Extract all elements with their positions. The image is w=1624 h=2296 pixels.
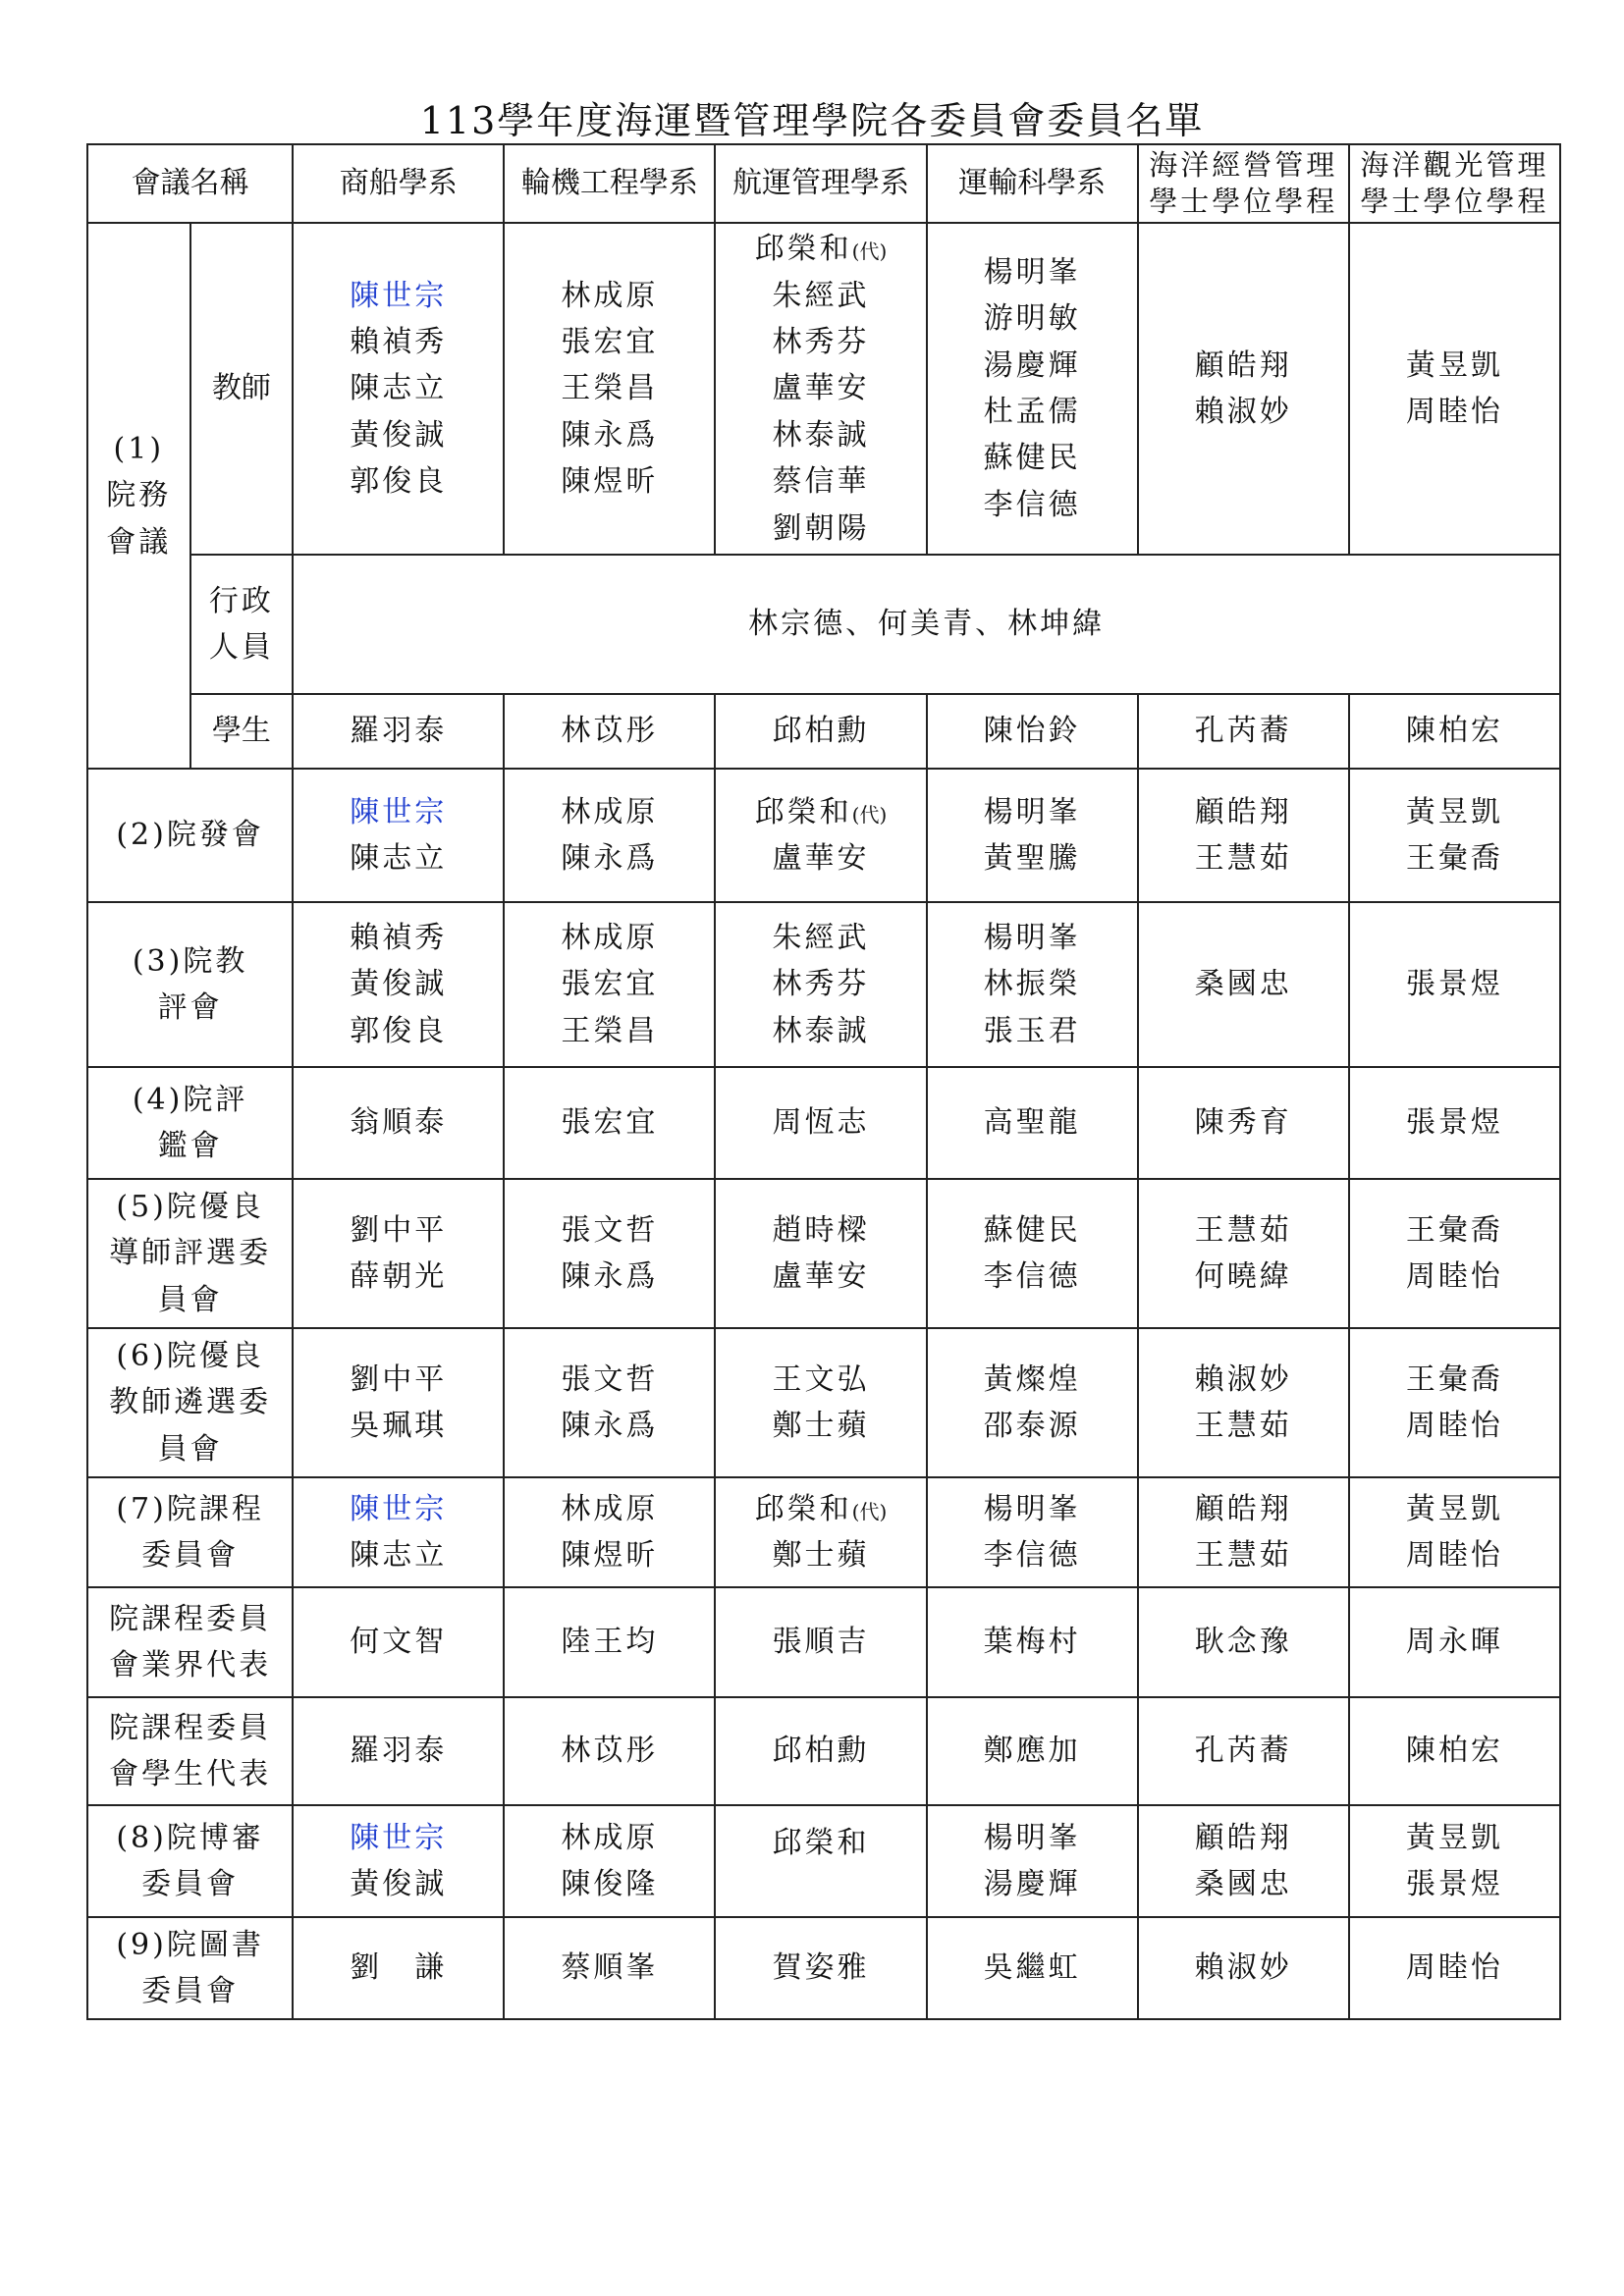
cell-marine-tourism-program	[1349, 1805, 1560, 1917]
member-name: 黃俊誠	[350, 967, 448, 1002]
member-name: 林成原	[561, 920, 659, 955]
cell-marine-tourism-program	[1349, 223, 1560, 555]
header-line: 學士學位學程	[1149, 185, 1338, 219]
cell-shipping-management	[715, 902, 926, 1067]
member-name: 葉梅村	[983, 1625, 1081, 1660]
member-name: 張宏宜	[561, 967, 659, 1002]
member-name: 黃聖騰	[983, 840, 1081, 876]
document-title: 113學年度海運暨管理學院各委員會委員名單	[419, 99, 1205, 142]
member-name: 楊明峯	[983, 794, 1081, 829]
member-name: 劉 謙	[350, 1950, 448, 1986]
cell-transportation-science	[927, 223, 1138, 555]
member-name: 孔芮蕎	[1194, 714, 1292, 749]
label-line: (2)院發會	[116, 818, 264, 853]
cell-merchant-marine	[293, 1587, 504, 1697]
member-name: 周睦怡	[1405, 1537, 1503, 1573]
member-name: 林秀芬	[772, 967, 870, 1002]
cell-transportation-science	[927, 1805, 1138, 1917]
member-name: 陳世宗	[350, 278, 448, 313]
council-admin-members: 林宗德、何美青、林坤緯	[293, 555, 1560, 694]
member-name: 黃昱凱	[1405, 1820, 1503, 1855]
member-name: 張順吉	[772, 1625, 870, 1660]
cell-marine-tourism-program	[1349, 1917, 1560, 2019]
member-name: 賴淑妙	[1194, 1950, 1292, 1986]
acting-tag: (代)	[851, 240, 888, 264]
member-name: 翁順泰	[350, 1105, 448, 1141]
member-name: 鄭士蘋	[772, 1537, 870, 1573]
member-name: 王彙喬	[1405, 1212, 1503, 1248]
label-line: (5)院優良	[116, 1189, 264, 1224]
member-name: 盧華安	[772, 840, 870, 876]
member-name: 薛朝光	[350, 1258, 448, 1294]
member-name: 楊明峯	[983, 920, 1081, 955]
member-name: 張文哲	[561, 1362, 659, 1397]
member-name: 顧皓翔	[1194, 347, 1292, 383]
council-label	[87, 223, 190, 769]
cell-shipping-management	[715, 1328, 926, 1477]
member-name: 羅羽泰	[350, 1734, 448, 1769]
curriculum-industry-label	[87, 1587, 293, 1697]
teacher-selection-row	[87, 1328, 1560, 1477]
cell-marine-management-program	[1138, 1697, 1349, 1805]
member-name: 顧皓翔	[1194, 1820, 1292, 1855]
header-marine-tourism-program	[1349, 144, 1560, 223]
cell-merchant-marine	[293, 1917, 504, 2019]
cell-marine-engineering	[504, 1067, 715, 1179]
cell-shipping-management	[715, 1697, 926, 1805]
member-name: 王慧茹	[1194, 1537, 1292, 1573]
member-name: 鄭士蘋	[772, 1408, 870, 1443]
member-name: 黃昱凱	[1405, 1491, 1503, 1526]
label-line: (1)	[113, 432, 165, 466]
cell-merchant-marine	[293, 769, 504, 902]
header-line: 學士學位學程	[1360, 185, 1549, 219]
member-name: 陳世宗	[350, 794, 448, 829]
member-name: 林苡彤	[561, 1734, 659, 1769]
member-name: 劉中平	[350, 1362, 448, 1397]
member-name: 盧華安	[772, 371, 870, 406]
label-line: 委員會	[141, 1866, 240, 1901]
cell-marine-management-program	[1138, 1917, 1349, 2019]
header-marine-engineering: 輪機工程學系	[504, 144, 715, 223]
member-name: 張宏宜	[561, 325, 659, 359]
member-name: 陳煜昕	[561, 1537, 659, 1573]
cell-marine-management-program	[1138, 223, 1349, 555]
member-name: 陳世宗	[350, 1820, 448, 1855]
member-name: 陳柏宏	[1405, 1734, 1503, 1769]
cell-transportation-science	[927, 1328, 1138, 1477]
member-name: 王慧茹	[1194, 840, 1292, 876]
mentor-selection-label	[87, 1179, 293, 1328]
label-line: 會業界代表	[109, 1647, 272, 1682]
label-line: 鑑會	[157, 1128, 223, 1163]
header-marine-management-program	[1138, 144, 1349, 223]
cell-merchant-marine	[293, 1328, 504, 1477]
member-name: 王文弘	[772, 1362, 870, 1397]
member-name: 郭俊良	[350, 464, 448, 500]
label-line: 導師評選委	[109, 1236, 272, 1271]
member-name: 邱榮和	[754, 1491, 852, 1526]
cell-shipping-management	[715, 1805, 926, 1917]
faculty-review-label	[87, 902, 293, 1067]
member-name: 賴禎秀	[350, 325, 448, 359]
member-name: 王慧茹	[1194, 1212, 1292, 1248]
member-name: 蔡信華	[772, 464, 870, 500]
member-name: 林泰誠	[772, 1013, 870, 1048]
member-name: 羅羽泰	[350, 714, 448, 749]
label-line: 委員會	[141, 1537, 240, 1573]
cell-marine-tourism-program	[1349, 902, 1560, 1067]
council-students-label: 學生	[190, 694, 294, 769]
doctoral-label	[87, 1805, 293, 1917]
cell-marine-tourism-program	[1349, 1697, 1560, 1805]
member-name: 賴淑妙	[1194, 1362, 1292, 1397]
member-name: 周睦怡	[1405, 1950, 1503, 1986]
label-line: (6)院優良	[116, 1338, 264, 1373]
cell-marine-tourism-program	[1349, 1067, 1560, 1179]
member-name-acting	[720, 789, 921, 835]
member-name: 周恆志	[772, 1105, 870, 1141]
cell-marine-engineering	[504, 769, 715, 902]
cell-transportation-science	[927, 1179, 1138, 1328]
member-name: 林成原	[561, 1491, 659, 1526]
curriculum-label	[87, 1477, 293, 1587]
cell-marine-tourism-program	[1349, 1587, 1560, 1697]
cell-marine-tourism-program	[1349, 694, 1560, 769]
member-name: 邱榮和	[754, 794, 852, 829]
member-name: 王彙喬	[1405, 1362, 1503, 1397]
cell-marine-engineering	[504, 1805, 715, 1917]
member-name: 張景煜	[1405, 967, 1503, 1002]
member-name: 陳永爲	[561, 417, 659, 453]
cell-shipping-management	[715, 769, 926, 902]
cell-marine-engineering	[504, 1477, 715, 1587]
development-row	[87, 769, 1560, 902]
evaluation-row	[87, 1067, 1560, 1179]
member-name: 周睦怡	[1405, 1408, 1503, 1443]
member-name: 陳永爲	[561, 1408, 659, 1443]
cell-shipping-management	[715, 223, 926, 555]
member-name: 林秀芬	[772, 325, 870, 359]
cell-marine-tourism-program	[1349, 1328, 1560, 1477]
member-name: 張宏宜	[561, 1105, 659, 1141]
member-name: 周睦怡	[1405, 1258, 1503, 1294]
header-line: 海洋經營管理	[1149, 148, 1338, 182]
member-name: 王榮昌	[561, 371, 659, 406]
header-shipping-management: 航運管理學系	[715, 144, 926, 223]
council-admin-label	[190, 555, 294, 694]
member-name: 蘇健民	[983, 441, 1081, 476]
cell-marine-tourism-program	[1349, 1179, 1560, 1328]
cell-marine-engineering	[504, 1917, 715, 2019]
member-name: 林成原	[561, 1820, 659, 1855]
member-name: 邱榮和	[772, 1825, 870, 1860]
cell-shipping-management	[715, 1587, 926, 1697]
cell-merchant-marine	[293, 1805, 504, 1917]
curriculum-industry-row	[87, 1587, 1560, 1697]
member-name: 邵泰源	[983, 1408, 1081, 1443]
mentor-selection-row	[87, 1179, 1560, 1328]
development-label	[87, 769, 293, 902]
member-name: 林成原	[561, 794, 659, 829]
member-name: 林振榮	[983, 967, 1081, 1002]
member-name: 劉朝陽	[772, 510, 870, 546]
cell-marine-management-program	[1138, 1067, 1349, 1179]
member-name: 王彙喬	[1405, 840, 1503, 876]
label-line: (7)院課程	[116, 1491, 264, 1526]
cell-marine-management-program	[1138, 1587, 1349, 1697]
member-name: 黃燦煌	[983, 1362, 1081, 1397]
library-row	[87, 1917, 1560, 2019]
member-name: 王慧茹	[1194, 1408, 1292, 1443]
cell-marine-management-program	[1138, 694, 1349, 769]
curriculum-student-label	[87, 1697, 293, 1805]
evaluation-label	[87, 1067, 293, 1179]
curriculum-student-row	[87, 1697, 1560, 1805]
member-name: 陳怡鈴	[983, 714, 1081, 749]
library-label	[87, 1917, 293, 2019]
cell-marine-management-program	[1138, 1477, 1349, 1587]
cell-transportation-science	[927, 1477, 1138, 1587]
label-line: 院課程委員	[109, 1710, 272, 1745]
member-name: 陳志立	[350, 840, 448, 876]
member-name: 朱經武	[772, 278, 870, 313]
member-name: 郭俊良	[350, 1013, 448, 1048]
member-name: 何曉緯	[1194, 1258, 1292, 1294]
label-line: (3)院教	[132, 943, 248, 979]
cell-merchant-marine	[293, 694, 504, 769]
label-line: 人員	[208, 629, 274, 665]
cell-merchant-marine	[293, 1697, 504, 1805]
member-name: 吳珮琪	[350, 1408, 448, 1443]
member-name: 賴淑妙	[1194, 395, 1292, 430]
member-name: 黃昱凱	[1405, 347, 1503, 383]
member-name: 吳繼虹	[983, 1950, 1081, 1986]
label-line: 員會	[157, 1431, 223, 1467]
label-line: 評會	[157, 989, 223, 1025]
member-name: 桑國忠	[1194, 1866, 1292, 1901]
cell-merchant-marine	[293, 223, 504, 555]
cell-marine-engineering	[504, 1179, 715, 1328]
member-name: 朱經武	[772, 920, 870, 955]
cell-marine-management-program	[1138, 769, 1349, 902]
member-name: 賴禎秀	[350, 920, 448, 955]
cell-marine-management-program	[1138, 1328, 1349, 1477]
member-name: 耿念豫	[1194, 1625, 1292, 1660]
member-name: 邱柏勳	[772, 1734, 870, 1769]
cell-merchant-marine	[293, 1179, 504, 1328]
member-name: 陳志立	[350, 1537, 448, 1573]
acting-tag: (代)	[851, 802, 888, 827]
cell-marine-management-program	[1138, 1179, 1349, 1328]
member-name: 杜孟儒	[983, 395, 1081, 430]
cell-transportation-science	[927, 769, 1138, 902]
member-name: 蘇健民	[983, 1212, 1081, 1248]
member-name: 游明敏	[983, 301, 1081, 337]
cell-transportation-science	[927, 1587, 1138, 1697]
cell-merchant-marine	[293, 1067, 504, 1179]
member-name: 鄭應加	[983, 1734, 1081, 1769]
member-name: 張景煜	[1405, 1866, 1503, 1901]
member-name: 楊明峯	[983, 1820, 1081, 1855]
label-line: 員會	[157, 1282, 223, 1317]
label-line: 教師遴選委	[109, 1385, 272, 1420]
member-name: 顧皓翔	[1194, 794, 1292, 829]
cell-shipping-management	[715, 1179, 926, 1328]
member-name: 高聖龍	[983, 1105, 1081, 1141]
header-meeting-name: 會議名稱	[87, 144, 293, 223]
cell-marine-engineering	[504, 223, 715, 555]
member-name: 楊明峯	[983, 1491, 1081, 1526]
member-name: 陳煜昕	[561, 464, 659, 500]
member-name: 陳柏宏	[1405, 714, 1503, 749]
cell-transportation-science	[927, 1697, 1138, 1805]
member-name: 陳俊隆	[561, 1866, 659, 1901]
member-name: 湯慶輝	[983, 1866, 1081, 1901]
cell-transportation-science	[927, 902, 1138, 1067]
member-name: 陳世宗	[350, 1491, 448, 1526]
member-name: 賀姿雅	[772, 1950, 870, 1986]
label-line: 會學生代表	[109, 1756, 272, 1791]
cell-marine-management-program	[1138, 1805, 1349, 1917]
member-name: 林成原	[561, 278, 659, 313]
label-line: (8)院博審	[116, 1820, 264, 1855]
curriculum-row	[87, 1477, 1560, 1587]
member-name: 黃俊誠	[350, 417, 448, 453]
member-name: 李信德	[983, 1537, 1081, 1573]
member-name: 黃俊誠	[350, 1866, 448, 1901]
member-name: 黃昱凱	[1405, 794, 1503, 829]
member-name: 陳志立	[350, 371, 448, 406]
cell-shipping-management	[715, 1917, 926, 2019]
cell-marine-engineering	[504, 1697, 715, 1805]
acting-tag: (代)	[851, 1499, 888, 1523]
cell-merchant-marine	[293, 902, 504, 1067]
cell-marine-engineering	[504, 1587, 715, 1697]
label-line: 院務	[106, 478, 172, 513]
header-row	[87, 144, 1560, 223]
cell-marine-tourism-program	[1349, 769, 1560, 902]
council-faculty-label: 教師	[190, 223, 294, 555]
cell-marine-engineering	[504, 902, 715, 1067]
member-name: 孔芮蕎	[1194, 1734, 1292, 1769]
cell-shipping-management	[715, 694, 926, 769]
member-name: 周永暉	[1405, 1625, 1503, 1660]
member-name: 湯慶輝	[983, 347, 1081, 383]
member-name: 林泰誠	[772, 417, 870, 453]
cell-transportation-science	[927, 694, 1138, 769]
member-name: 王榮昌	[561, 1013, 659, 1048]
member-name: 李信德	[983, 1258, 1081, 1294]
member-name: 陳永爲	[561, 1258, 659, 1294]
cell-marine-management-program	[1138, 902, 1349, 1067]
member-name: 盧華安	[772, 1258, 870, 1294]
member-name-acting	[720, 1486, 921, 1532]
cell-shipping-management	[715, 1477, 926, 1587]
label-line: (9)院圖書	[116, 1927, 264, 1962]
member-name: 何文智	[350, 1625, 448, 1660]
member-name: 趙時樑	[772, 1212, 870, 1248]
label-line: 會議	[106, 524, 172, 560]
cell-transportation-science	[927, 1067, 1138, 1179]
cell-shipping-management	[715, 1067, 926, 1179]
council-faculty-row	[87, 223, 1560, 555]
council-admin-row	[87, 555, 1560, 694]
member-name: 邱榮和	[754, 232, 852, 267]
member-name: 陸王均	[561, 1625, 659, 1660]
header-merchant-marine: 商船學系	[293, 144, 504, 223]
label-line: 院課程委員	[109, 1601, 272, 1636]
cell-marine-engineering	[504, 694, 715, 769]
member-name: 楊明峯	[983, 254, 1081, 290]
committee-roster-table	[86, 143, 1561, 2020]
member-name: 周睦怡	[1405, 395, 1503, 430]
member-name: 張景煜	[1405, 1105, 1503, 1141]
label-line: (4)院評	[132, 1082, 248, 1117]
member-name: 陳秀育	[1194, 1105, 1292, 1141]
member-name: 陳永爲	[561, 840, 659, 876]
council-students-row	[87, 694, 1560, 769]
member-name: 桑國忠	[1194, 967, 1292, 1002]
member-name: 張文哲	[561, 1212, 659, 1248]
member-name: 李信德	[983, 487, 1081, 522]
member-name: 林苡彤	[561, 714, 659, 749]
faculty-review-row	[87, 902, 1560, 1067]
doctoral-row	[87, 1805, 1560, 1917]
cell-marine-engineering	[504, 1328, 715, 1477]
header-transportation-science: 運輸科學系	[927, 144, 1138, 223]
label-line: 行政	[208, 583, 274, 618]
header-line: 海洋觀光管理	[1360, 148, 1549, 182]
member-name: 邱柏勳	[772, 714, 870, 749]
member-name: 劉中平	[350, 1212, 448, 1248]
cell-transportation-science	[927, 1917, 1138, 2019]
member-name-acting	[720, 226, 921, 272]
cell-marine-tourism-program	[1349, 1477, 1560, 1587]
cell-merchant-marine	[293, 1477, 504, 1587]
teacher-selection-label	[87, 1328, 293, 1477]
member-name: 張玉君	[983, 1013, 1081, 1048]
member-name: 顧皓翔	[1194, 1491, 1292, 1526]
label-line: 委員會	[141, 1973, 240, 2008]
member-name: 蔡順峯	[561, 1950, 659, 1986]
